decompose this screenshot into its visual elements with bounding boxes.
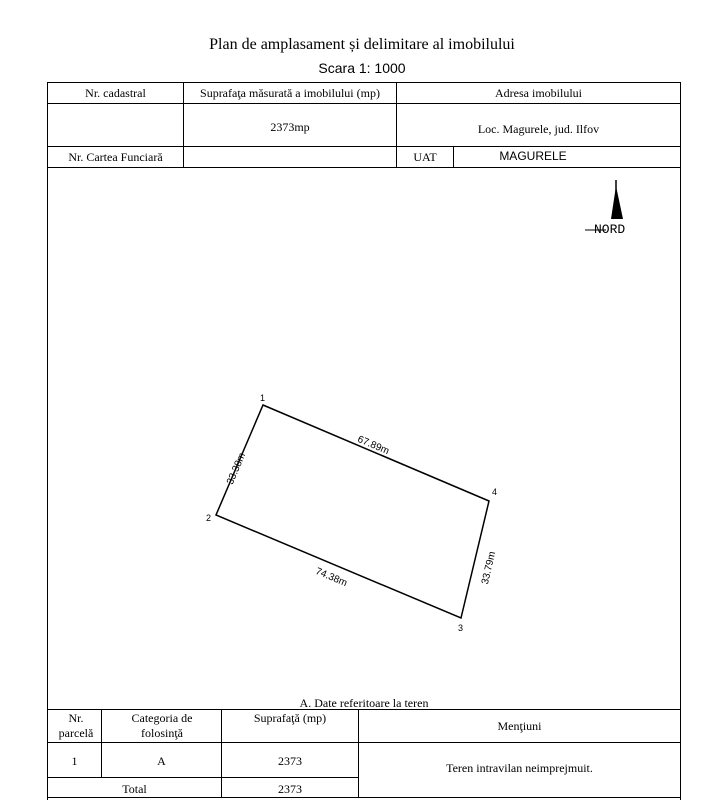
vertex-label-2: 2 (206, 513, 212, 523)
row-mentiuni: Teren intravilan neimprejmuit. (446, 761, 593, 775)
parcel-polygon (216, 405, 489, 618)
header-cadastral: Nr. cadastral (85, 86, 146, 100)
header-suprafata-mp: Suprafaţă (mp) (253, 711, 327, 725)
document-title: Plan de amplasament și delimitare al imobilului (209, 36, 515, 53)
uat-label: UAT (413, 150, 437, 164)
edge-length-2-1: 33.38m (225, 451, 249, 487)
north-label: NORD (594, 222, 626, 237)
carte-funciara-label: Nr. Cartea Funciară (68, 150, 163, 164)
edge-length-3-4: 33.79m (480, 550, 499, 586)
header-suprafata: Suprafaţa măsurată a imobilului (mp) (200, 86, 380, 100)
edge-length-2-3: 74.38m (313, 566, 349, 590)
scale-label: Scara 1: 1000 (318, 60, 406, 76)
row-suprafata: 2373 (278, 754, 302, 768)
edge-length-1-4: 67.89m (355, 434, 391, 458)
vertex-label-4: 4 (492, 487, 498, 497)
total-value: 2373 (278, 782, 302, 796)
vertex-label-3: 3 (458, 623, 464, 633)
vertex-label-1: 1 (260, 393, 266, 403)
header-categoria: Categoria de folosinţă (131, 711, 193, 740)
suprafata-value: 2373mp (270, 120, 310, 134)
header-nr-parcela: Nr. parcelă (58, 711, 94, 740)
uat-value: MAGURELE (499, 149, 567, 163)
row-nr: 1 (71, 754, 78, 768)
row-categoria: A (157, 754, 166, 768)
adresa-value: Loc. Magurele, jud. Ilfov (477, 122, 600, 136)
header-adresa: Adresa imobilului (495, 86, 582, 100)
header-mentiuni: Menţiuni (497, 719, 542, 733)
land-table-caption: A. Date referitoare la teren (299, 696, 429, 710)
total-label: Total (122, 782, 147, 796)
